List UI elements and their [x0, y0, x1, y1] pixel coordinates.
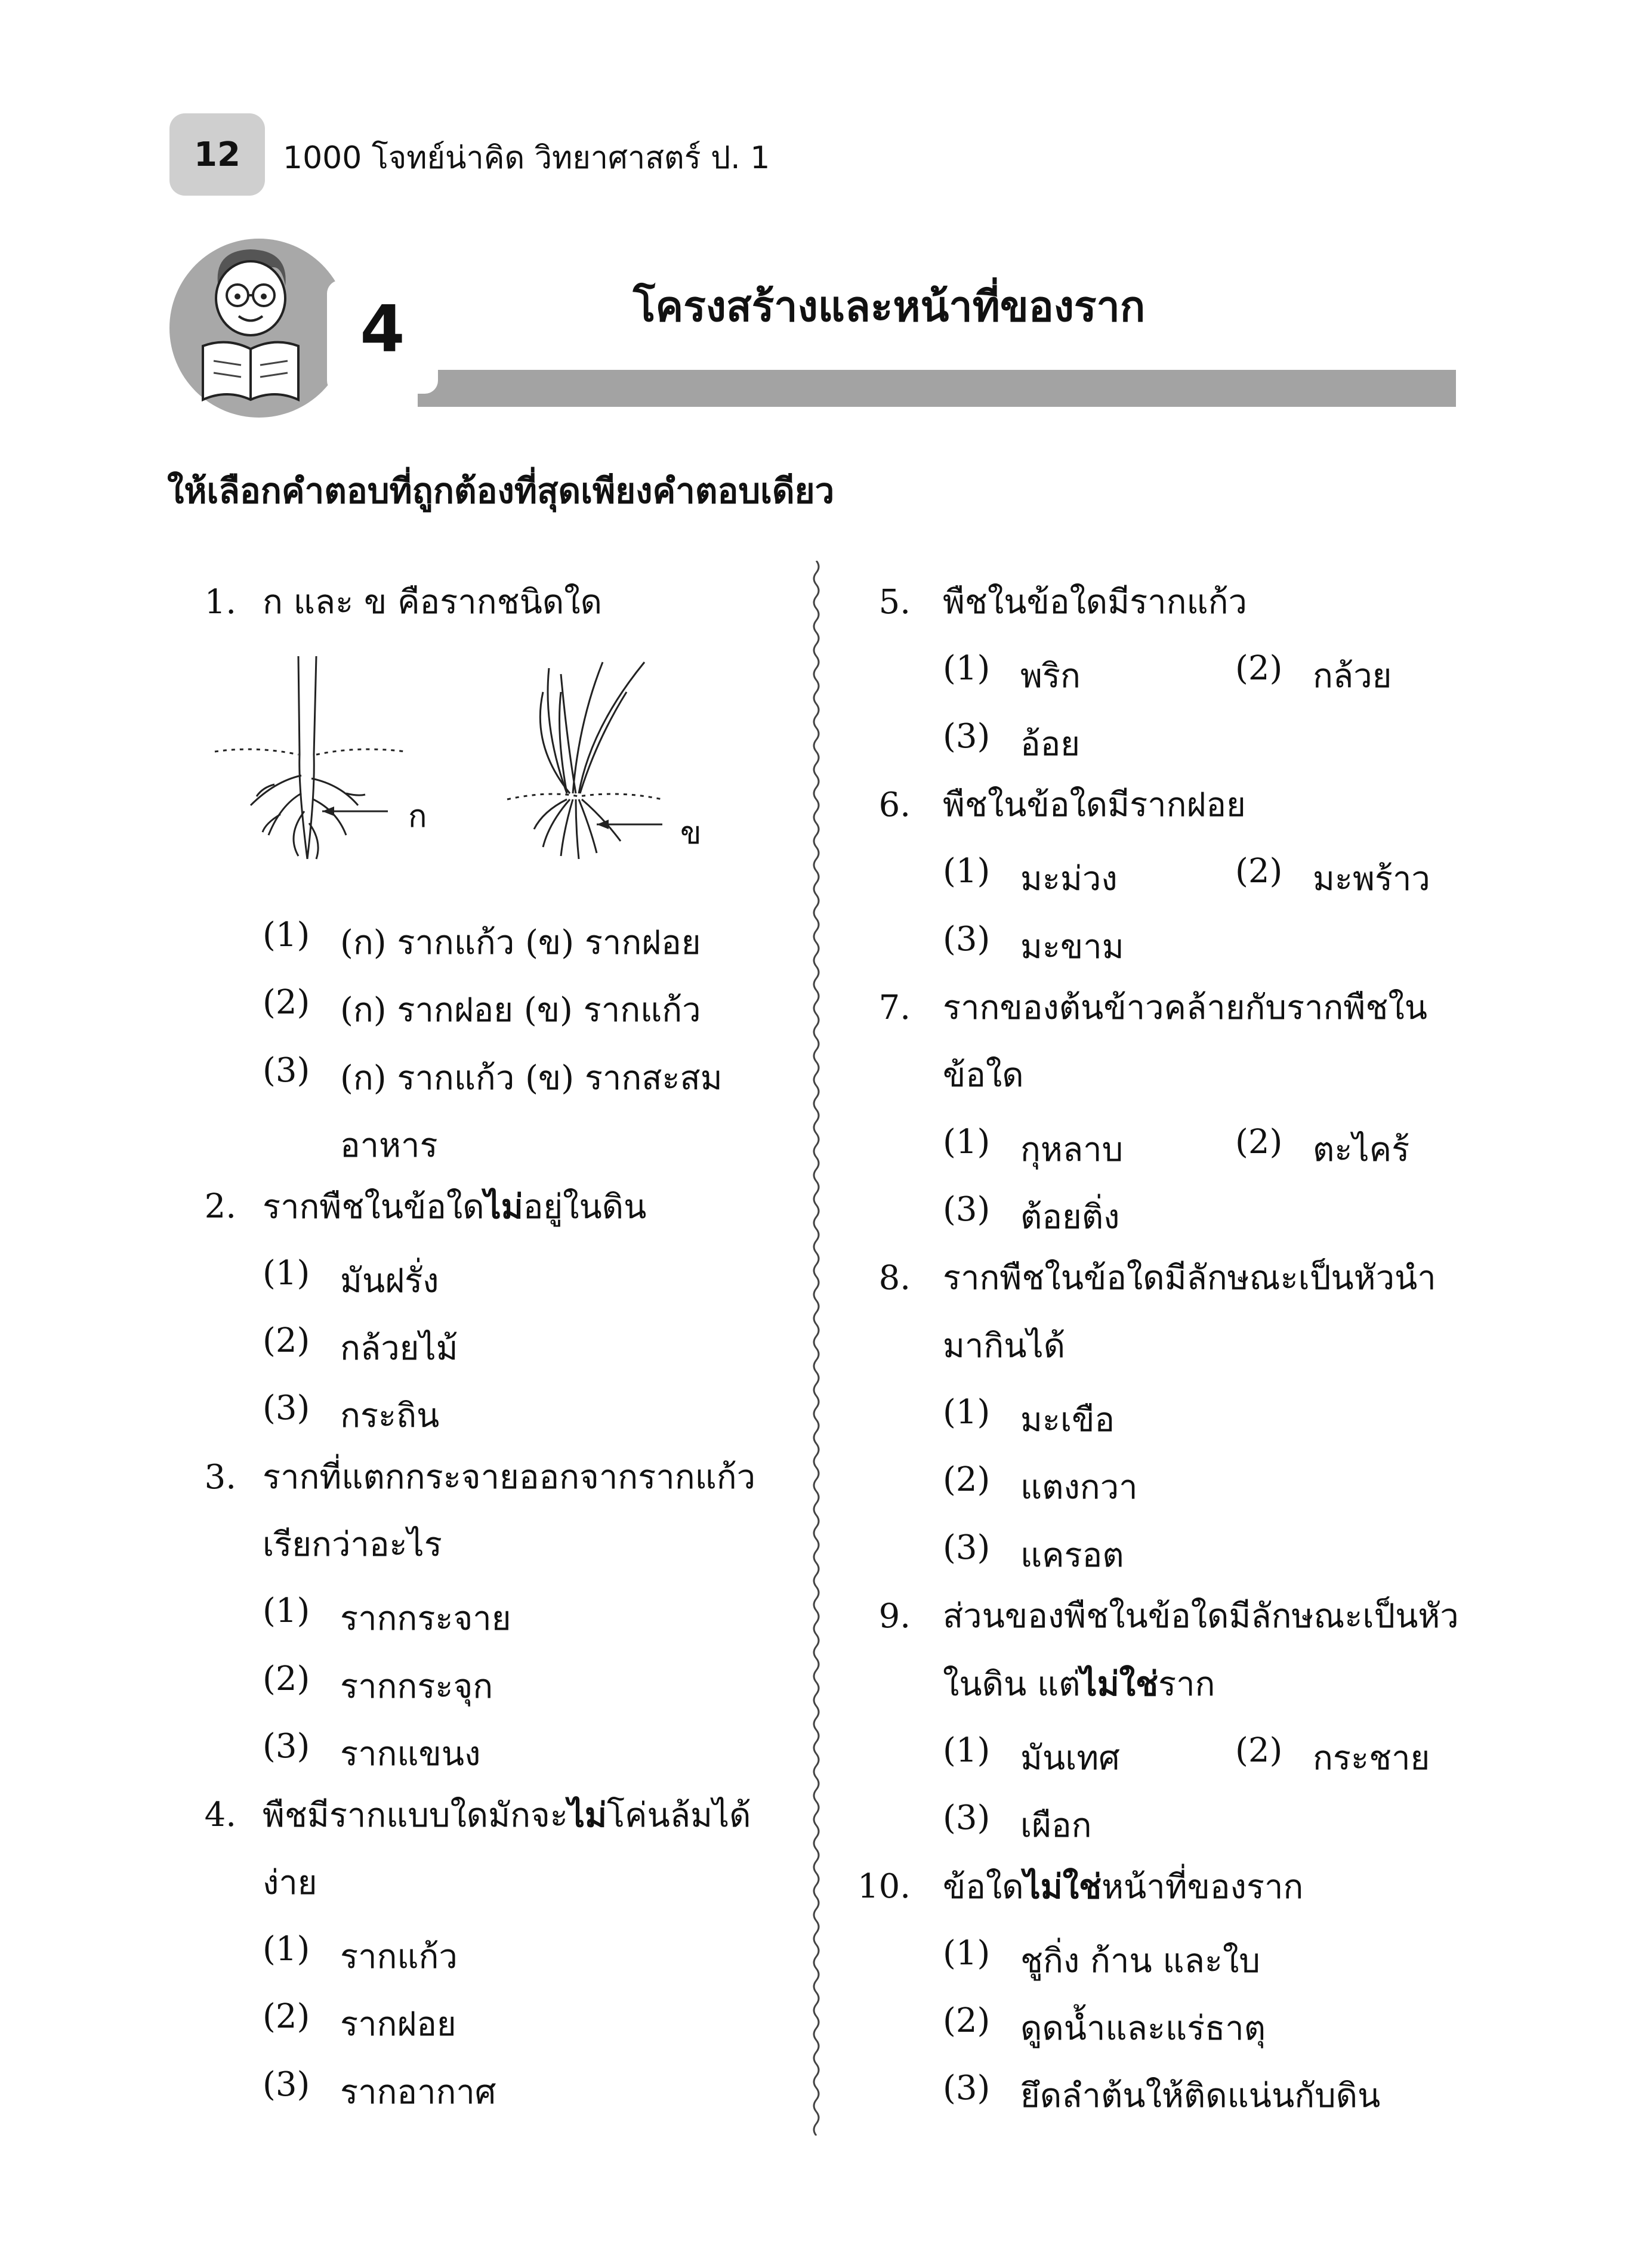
option-2-text: แตงกวา: [1020, 1468, 1138, 1507]
option-2-number: (2): [943, 1460, 991, 1499]
question-number: 5.: [878, 583, 911, 622]
option-3-number: (3): [943, 1528, 991, 1567]
option-3-text: ต้อยติ่ง: [1020, 1198, 1120, 1237]
option-2-text: รากกระจุก: [340, 1667, 493, 1706]
option-3-number: (3): [943, 920, 991, 959]
option-1-text: (ก) รากแก้ว (ข) รากฝอย: [340, 923, 701, 962]
option-3-text: แครอต: [1020, 1536, 1124, 1575]
question-text-continued: เรียกว่าอะไร: [263, 1525, 442, 1564]
question-text: รากพืชในข้อใดไม่อยู่ในดิน: [263, 1187, 647, 1226]
question-text: รากที่แตกกระจายออกจากรากแก้ว: [263, 1458, 756, 1497]
option-1-text: ชูกิ่ง ก้าน และใบ: [1020, 1942, 1260, 1980]
option-1-text: รากแก้ว: [340, 1938, 458, 1976]
option-3-text-continued: อาหาร: [340, 1126, 438, 1165]
option-2-text: (ก) รากฝอย (ข) รากแก้ว: [340, 991, 701, 1030]
taproot-figure: [215, 656, 406, 859]
option-3-number: (3): [263, 1051, 310, 1090]
option-2-number: (2): [263, 983, 310, 1022]
option-3-number: (3): [943, 2069, 991, 2108]
instruction: ให้เลือกคำตอบที่ถูกต้องที่สุดเพียงคำตอบเดียว: [167, 471, 835, 511]
option-2-text: ตะไคร้: [1313, 1130, 1410, 1169]
option-1-number: (1): [943, 649, 991, 688]
option-2-text: ดูดน้ำและแร่ธาตุ: [1020, 2009, 1266, 2048]
question-number: 1.: [204, 583, 236, 622]
question-number: 10.: [857, 1867, 911, 1906]
option-1-text: มันเทศ: [1020, 1739, 1120, 1778]
option-1-text: กุหลาบ: [1020, 1130, 1124, 1169]
option-1-text: พริก: [1020, 657, 1081, 696]
option-1-number: (1): [263, 1930, 310, 1969]
question-text: พืชในข้อใดมีรากแก้ว: [943, 583, 1247, 622]
option-1-number: (1): [263, 1592, 310, 1630]
option-3-text: รากอากาศ: [340, 2073, 496, 2112]
option-2-number: (2): [263, 1321, 310, 1360]
option-3-number: (3): [263, 1389, 310, 1427]
option-2-number: (2): [1235, 649, 1283, 688]
question-number: 3.: [204, 1458, 236, 1497]
option-2-text: กล้วย: [1313, 657, 1392, 696]
question-number: 4.: [204, 1796, 236, 1834]
option-3-text: เผือก: [1020, 1806, 1092, 1845]
option-1-number: (1): [263, 916, 310, 954]
question-text: พืชมีรากแบบใดมักจะไม่โค่นล้มได้: [263, 1796, 751, 1835]
option-3-number: (3): [943, 1190, 991, 1229]
column-divider: [810, 561, 822, 2136]
option-3-text: อ้อย: [1020, 725, 1081, 764]
option-2-number: (2): [263, 1997, 310, 2036]
page-number: 12: [194, 135, 240, 174]
question-text-continued: มากินได้: [943, 1327, 1066, 1365]
figure-label-b: ข: [680, 815, 702, 851]
option-1-text: มันฝรั่ง: [340, 1262, 439, 1300]
question-text: รากพืชในข้อใดมีลักษณะเป็นหัวนำ: [943, 1259, 1436, 1297]
question-number: 8.: [878, 1259, 911, 1297]
option-3-number: (3): [263, 2065, 310, 2104]
option-2-number: (2): [1235, 1123, 1283, 1161]
option-2-text: มะพร้าว: [1313, 860, 1430, 898]
option-2-text: รากฝอย: [340, 2005, 456, 2044]
option-1-number: (1): [943, 1934, 991, 1973]
option-3-number: (3): [263, 1727, 310, 1766]
option-1-number: (1): [263, 1254, 310, 1293]
option-3-text: (ก) รากแก้ว (ข) รากสะสม: [340, 1059, 723, 1098]
option-2-text: กระชาย: [1313, 1739, 1430, 1778]
page-number-badge: [169, 113, 265, 196]
question-number: 9.: [878, 1597, 911, 1636]
question-number: 7.: [878, 988, 911, 1027]
chapter-number: 4: [360, 292, 405, 367]
option-2-number: (2): [1235, 852, 1283, 891]
question-text-continued: ข้อใด: [943, 1056, 1024, 1095]
question-text-continued: ในดิน แต่ไม่ใช่ราก: [943, 1664, 1215, 1704]
option-3-text: มะขาม: [1020, 928, 1124, 966]
option-1-number: (1): [943, 1731, 991, 1770]
fibrous-root-figure: [507, 662, 662, 859]
option-3-number: (3): [943, 1799, 991, 1837]
option-2-number: (2): [1235, 1731, 1283, 1770]
question-number: 6.: [878, 786, 911, 824]
option-3-number: (3): [943, 717, 991, 756]
chapter-title: โครงสร้างและหน้าที่ของราก: [633, 282, 1146, 331]
question-text: ข้อใดไม่ใช่หน้าที่ของราก: [943, 1867, 1304, 1907]
option-1-number: (1): [943, 1123, 991, 1161]
option-1-number: (1): [943, 1393, 991, 1432]
chapter-bar: [418, 370, 1456, 407]
root-diagram: [209, 656, 746, 883]
question-text-continued: ง่าย: [263, 1864, 317, 1902]
question-number: 2.: [204, 1187, 236, 1226]
option-1-number: (1): [943, 852, 991, 891]
option-3-text: รากแขนง: [340, 1735, 481, 1773]
option-1-text: มะเขือ: [1020, 1401, 1115, 1439]
question-text: รากของต้นข้าวคล้ายกับรากพืชใน: [943, 988, 1427, 1027]
book-title: 1000 โจทย์น่าคิด วิทยาศาสตร์ ป. 1: [283, 140, 770, 176]
question-text: ส่วนของพืชในข้อใดมีลักษณะเป็นหัว: [943, 1597, 1459, 1636]
option-3-text: กระถิน: [340, 1396, 440, 1435]
question-text: ก และ ข คือรากชนิดใด: [263, 583, 602, 622]
question-text: พืชในข้อใดมีรากฝอย: [943, 786, 1246, 824]
option-3-text: ยึดลำต้นให้ติดแน่นกับดิน: [1020, 2077, 1381, 2115]
figure-label-a: ก: [408, 799, 427, 835]
option-1-text: รากกระจาย: [340, 1599, 511, 1638]
option-1-text: มะม่วง: [1020, 860, 1118, 898]
option-2-number: (2): [263, 1660, 310, 1698]
reading-boy-icon: [179, 227, 322, 406]
option-2-number: (2): [943, 2001, 991, 2040]
option-2-text: กล้วยไม้: [340, 1329, 458, 1368]
